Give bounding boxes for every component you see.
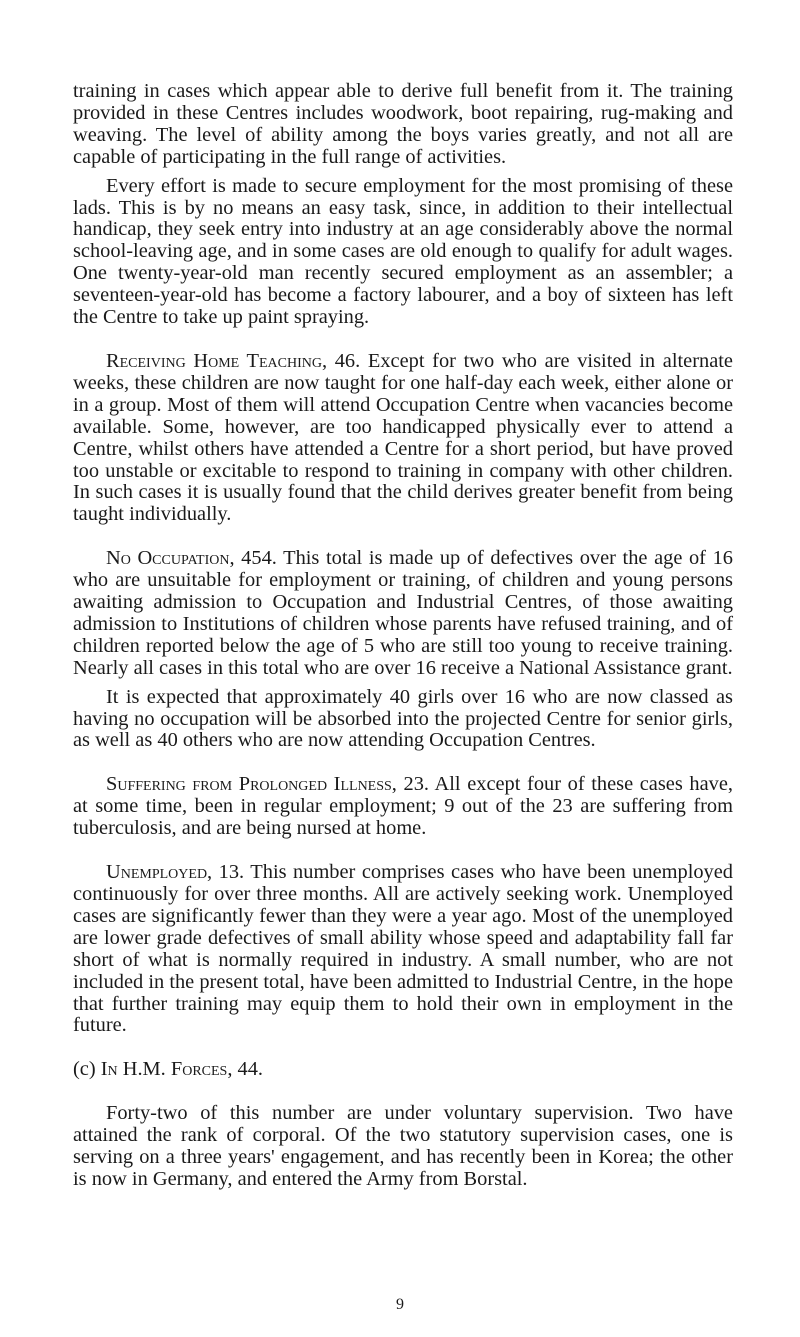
paragraph-forces: Forty-two of this number are under voluntary supervision. Two have attained the rank of corporal. Of the two statutory supervision cases, one is serving on a three years' engagement, and has recently been in Korea; the other is now in Germany, and entered the Army from Borstal. [73, 1102, 733, 1190]
body-unemployed: This number comprises cases who have been unemployed continuously for over three months. All are actively seeking work. Unemployed cases are significantly fewer than they were a year ago. Most of the unemployed are lower grade defectives of small ability whose speed and adaptability fall far short of what is normally required in industry. A small number, who are not included in the present total, have been admitted to Industrial Centre, in the hope that further training may equip them to hold their own in employment in the future. [73, 861, 733, 1037]
paragraph-girls-centre: It is expected that approximately 40 girls over 16 who are now classed as having no occupation will be absorbed into the projected Centre for senior girls, as well as 40 others who are now attending Occupation Centres. [73, 685, 733, 752]
heading-no-occupation: No Occupation, 454. [106, 547, 277, 570]
paragraph-prolonged-illness [73, 774, 733, 840]
heading-home-teaching: Receiving Home Teaching, 46. [106, 349, 361, 372]
heading-prolonged-illness: Suffering from Prolonged Illness, 23. [106, 773, 430, 796]
document-page [73, 81, 733, 1191]
heading-hm-forces: In H.M. Forces, 44. [100, 1058, 264, 1081]
paragraph-training: training in cases which appear able to derive full benefit from it. The training provided in these Centres includes woodwork, boot repairing, rug-making and weaving. The level of ability among the boys varies greatly, and not all are capable of participating in the full range of activities. [73, 80, 733, 168]
section-marker: (c) [73, 1058, 101, 1081]
page-number: 9 [396, 1296, 404, 1313]
paragraph-no-occupation [73, 548, 733, 679]
paragraph-home-teaching [73, 351, 733, 526]
section-hm-forces [73, 1059, 733, 1081]
heading-unemployed: Unemployed, 13. [106, 861, 245, 884]
body-prolonged-illness: All except four of these cases have, at some time, been in regular employment; 9 out of the 23 are suffering from tuberculosis, and are being nursed at home. [73, 773, 733, 840]
body-no-occupation: This total is made up of defectives over the age of 16 who are unsuitable for employment or training, of children and young persons awaiting admission to Occupation and Industrial Centres, of those awaiting admission to Institutions of children whose parents have refused training, and of children reported below the age of 5 who are still too young to receive training. Nearly all cases in this total who are over 16 receive a National Assistance grant. [73, 547, 733, 679]
body-home-teaching: Except for two who are visited in alternate weeks, these children are now taught for one half-day each week, either alone or in a group. Most of them will attend Occupation Centre when vacancies become available. Some, however, are too handicapped physically ever to attend a Centre, whilst others have attended a Centre for a short period, but have proved too unstable or excitable to respond to training in company with other children. In such cases it is usually found that the child derives greater benefit from being taught individually. [73, 349, 733, 526]
paragraph-unemployed [73, 862, 733, 1037]
paragraph-employment: Every effort is made to secure employment for the most promising of these lads. This is by no means an easy task, since, in addition to their intellectual handicap, they seek entry into industry at an age considerably above the normal school-leaving age, and in some cases are old enough to qualify for adult wages. One twenty-year-old man recently secured employment as an assembler; a seventeen-year-old has become a factory labourer, and a boy of sixteen has left the Centre to take up paint spraying. [73, 174, 733, 329]
